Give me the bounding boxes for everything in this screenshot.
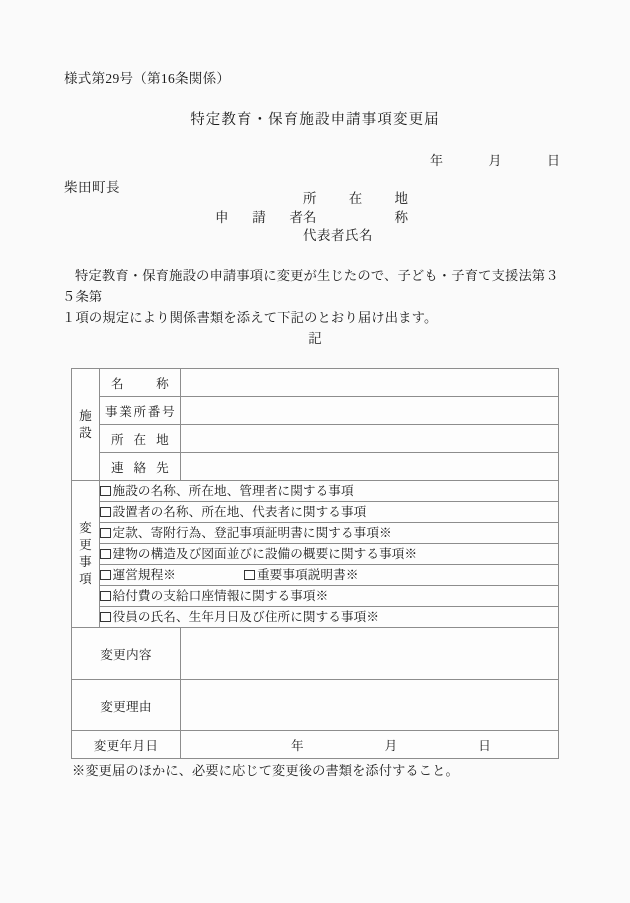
table-row-change-date (72, 731, 559, 759)
checkbox-icon-2[interactable] (100, 507, 111, 518)
checkbox-label-7: 役員の氏名、生年月日及び住所に関する事項※ (112, 610, 380, 624)
date-year-label: 年 (430, 153, 444, 168)
form-code: 様式第29号（第16条関係） (64, 71, 231, 86)
change-date-day-label: 日 (478, 739, 491, 753)
applicant-block (215, 190, 408, 246)
table-row-facility-name (72, 369, 559, 397)
checkbox-label-3: 定款、寄附行為、登記事項証明書に関する事項※ (112, 526, 392, 540)
checkbox-item-3[interactable] (100, 526, 392, 540)
table-row-change-item-1 (72, 481, 559, 502)
checkbox-row-change-item-6[interactable] (100, 586, 559, 607)
table-row-change-content (72, 628, 559, 680)
checkbox-label-4: 建物の構造及び図面並びに設備の概要に関する事項※ (112, 547, 418, 561)
input-facility-office-number[interactable] (181, 397, 559, 425)
checkbox-icon-1[interactable] (100, 486, 111, 497)
input-change-content[interactable] (181, 628, 559, 680)
group-label-change-items-text: 変 更 事 項 (79, 521, 92, 586)
table-row-change-item-5 (72, 565, 559, 586)
group-label-change-items (72, 481, 100, 628)
page-title: 特定教育・保育施設申請事項変更届 (190, 112, 440, 128)
label-facility-contact: 連 絡 先 (100, 453, 181, 481)
table-row-facility-address (72, 425, 559, 453)
input-facility-address[interactable] (181, 425, 559, 453)
input-facility-contact[interactable] (181, 453, 559, 481)
table-row-change-item-7 (72, 607, 559, 628)
checkbox-item-7[interactable] (100, 610, 379, 624)
group-label-facility-text: 施 設 (79, 408, 92, 440)
change-date-fields (291, 735, 491, 754)
submission-date-line (430, 150, 560, 169)
checkbox-item-2[interactable] (100, 505, 366, 519)
ki-marker: 記 (308, 331, 322, 346)
applicant-row-address (215, 190, 408, 209)
checkbox-item-5b[interactable] (244, 568, 358, 582)
checkbox-label-5: 運営規程※ (112, 568, 176, 582)
input-change-reason[interactable] (181, 680, 559, 731)
checkbox-icon-7[interactable] (100, 612, 111, 623)
addressee: 柴田町長 (64, 180, 120, 195)
applicant-address-label: 所 在 地 (303, 191, 408, 206)
input-facility-name[interactable] (181, 369, 559, 397)
label-change-content: 変更内容 (72, 628, 181, 680)
change-notification-table (71, 368, 559, 759)
table-row-change-reason (72, 680, 559, 731)
applicant-row-name (215, 209, 408, 228)
input-change-date[interactable] (181, 731, 559, 759)
body-paragraph-line-2: １項の規定により関係書類を添えて下記のとおり届け出ます。 (62, 310, 438, 325)
change-date-year-label: 年 (291, 739, 304, 753)
table-row-facility-contact (72, 453, 559, 481)
checkbox-row-change-item-7[interactable] (100, 607, 559, 628)
checkbox-row-change-item-4[interactable] (100, 544, 559, 565)
body-paragraph (62, 265, 562, 328)
change-date-month-label: 月 (384, 739, 398, 753)
checkbox-label-6: 給付費の支給口座情報に関する事項※ (112, 589, 329, 603)
checkbox-item-5[interactable] (100, 568, 176, 582)
label-facility-address: 所 在 地 (100, 425, 181, 453)
checkbox-icon-4[interactable] (100, 549, 111, 560)
checkbox-icon-6[interactable] (100, 591, 111, 602)
label-change-reason: 変更理由 (72, 680, 181, 731)
applicant-row-representative (215, 227, 408, 246)
checkbox-icon-5[interactable] (100, 570, 111, 581)
footnote: ※変更届のほかに、必要に応じて変更後の書類を添付すること。 (72, 763, 459, 778)
date-day-label: 日 (546, 153, 560, 168)
group-label-facility (72, 369, 100, 481)
checkbox-label-5b: 重要事項説明書※ (256, 568, 359, 582)
table-row-change-item-6 (72, 586, 559, 607)
checkbox-row-change-item-2[interactable] (100, 502, 559, 523)
table-row-facility-office-number (72, 397, 559, 425)
label-facility-office-number: 事 業 所 番 号 (100, 397, 181, 425)
checkbox-item-6[interactable] (100, 589, 328, 603)
checkbox-item-4[interactable] (100, 547, 417, 561)
table-row-change-item-3 (72, 523, 559, 544)
applicant-name-label: 名 称 (303, 209, 408, 225)
checkbox-row-change-item-1[interactable] (100, 481, 559, 502)
checkbox-label-2: 設置者の名称、所在地、代表者に関する事項 (112, 505, 367, 519)
checkbox-icon-5b[interactable] (244, 570, 255, 581)
checkbox-item-1[interactable] (100, 484, 354, 498)
date-month-label: 月 (488, 153, 502, 168)
table-row-change-item-4 (72, 544, 559, 565)
checkbox-row-change-item-3[interactable] (100, 523, 559, 544)
applicant-tag-label: 申 請 者 (215, 209, 303, 225)
label-facility-name: 名 称 (100, 369, 181, 397)
body-paragraph-line-1: 特定教育・保育施設の申請事項に変更が生じたので、子ども・子育て支援法第３５条第 (62, 268, 559, 304)
checkbox-icon-3[interactable] (100, 528, 111, 539)
applicant-representative-label: 代表者氏名 (303, 228, 373, 243)
label-change-date: 変更年月日 (72, 731, 181, 759)
table-row-change-item-2 (72, 502, 559, 523)
checkbox-row-change-item-5[interactable] (100, 565, 559, 586)
checkbox-label-1: 施設の名称、所在地、管理者に関する事項 (112, 484, 354, 498)
